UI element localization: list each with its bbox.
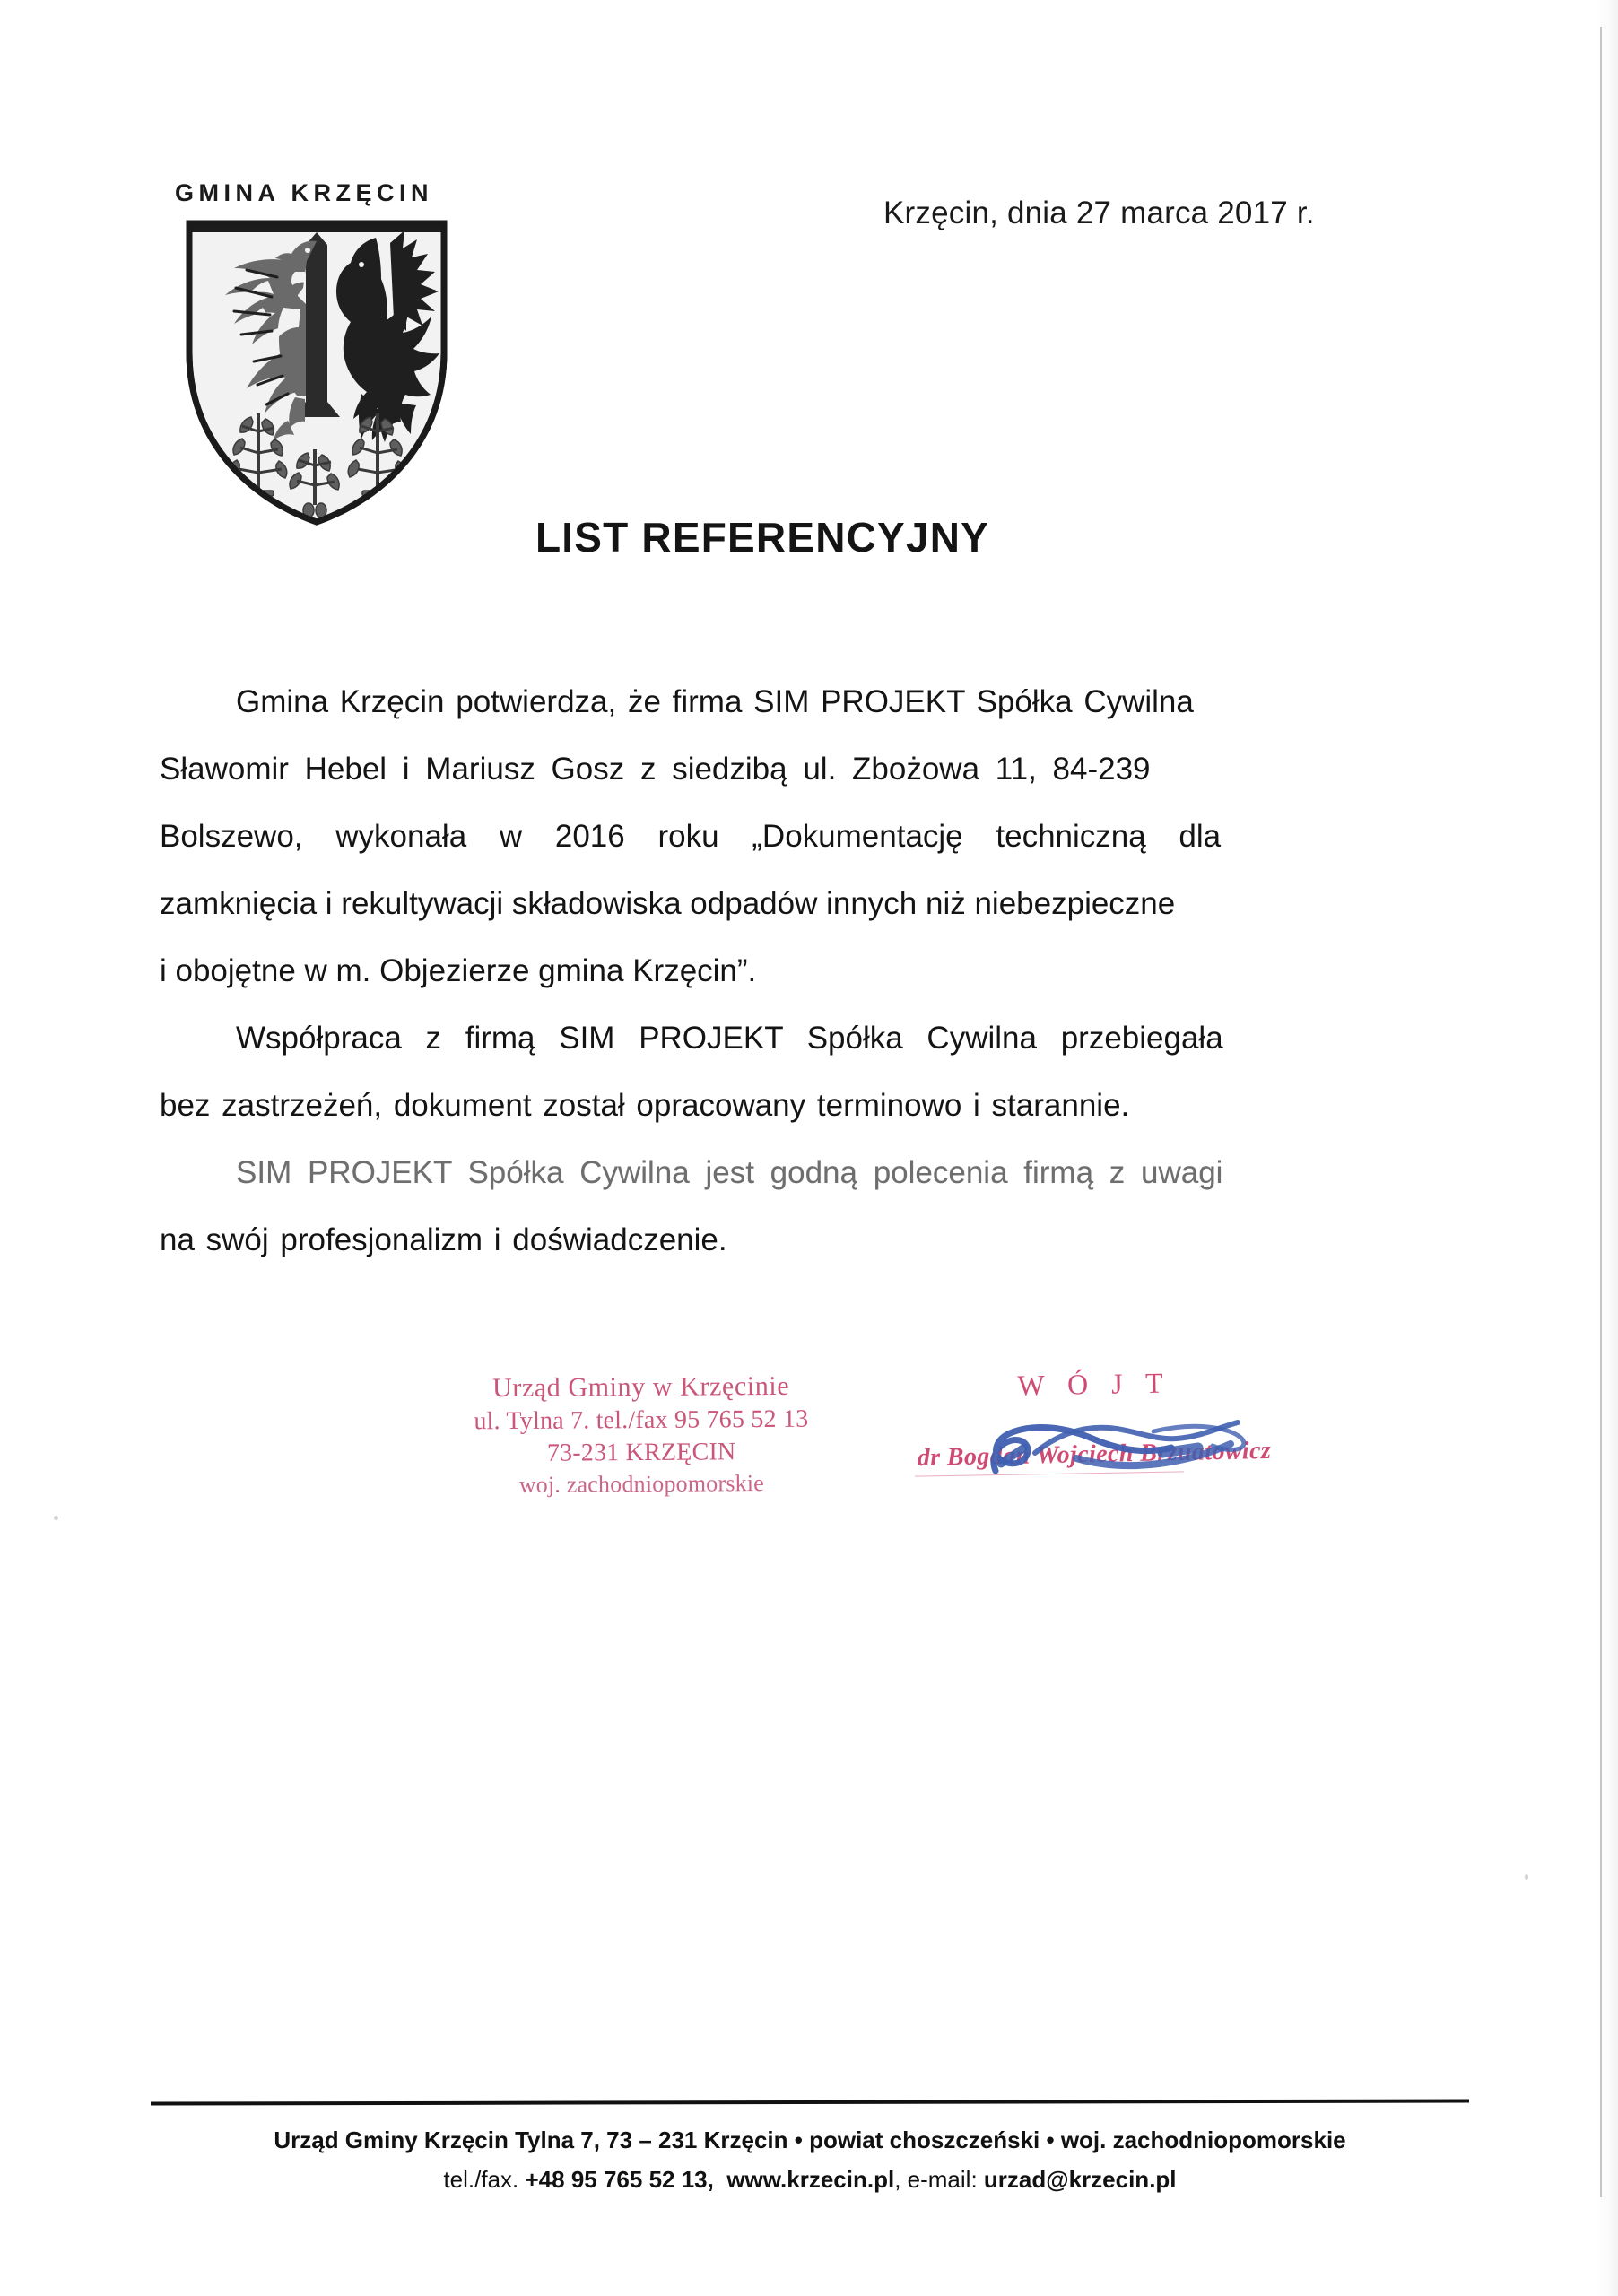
footer-tel-label: tel./fax. bbox=[443, 2166, 526, 2193]
body-line: bez zastrzeżeń, dokument został opracowany terminowo i starannie. bbox=[160, 1088, 1130, 1123]
footer-contact bbox=[151, 2160, 1469, 2199]
letter-body bbox=[160, 668, 1433, 1274]
footer-phone: +48 95 765 52 13, bbox=[525, 2166, 714, 2193]
date-line: Krzęcin, dnia 27 marca 2017 r. bbox=[883, 196, 1315, 230]
coat-of-arms bbox=[182, 218, 451, 527]
body-line: na swój profesjonalizm i doświadczenie. bbox=[160, 1222, 727, 1257]
wojt-title: W Ó J T bbox=[1017, 1366, 1171, 1402]
footer-website-link[interactable]: www.krzecin.pl bbox=[726, 2166, 895, 2193]
footer-email-label: , e-mail: bbox=[894, 2166, 984, 2193]
wojt-underline bbox=[915, 1471, 1184, 1476]
body-line: SIM PROJEKT Spółka Cywilna jest godną polecenia firmą z uwagi bbox=[236, 1155, 1223, 1190]
scan-edge-shading bbox=[1595, 0, 1618, 2296]
page-footer bbox=[151, 2100, 1469, 2199]
page-title: LIST REFERENCYJNY bbox=[535, 514, 990, 561]
body-line: Sławomir Hebel i Mariusz Gosz z siedzibą ul. Zbożowa 11, 84-239 bbox=[160, 752, 1151, 787]
office-stamp bbox=[448, 1370, 835, 1501]
body-line: i obojętne w m. Objezierze gmina Krzęcin”. bbox=[160, 953, 757, 988]
scan-speck bbox=[54, 1516, 58, 1520]
body-line: Gmina Krzęcin potwierdza, że firma SIM PROJEKT Spółka Cywilna bbox=[236, 684, 1194, 719]
office-stamp-line-3: 73-231 KRZĘCIN bbox=[546, 1438, 736, 1467]
office-stamp-line-1: Urząd Gminy w Krzęcinie bbox=[491, 1370, 790, 1404]
body-line: zamknięcia i rekultywacji składowiska odpadów innych niż niebezpieczne bbox=[160, 886, 1176, 921]
wojt-name: dr Bogdan Wojciech Brzuatowicz bbox=[917, 1436, 1272, 1473]
scan-speck bbox=[1525, 1874, 1528, 1880]
office-stamp-line-4: woj. zachodniopomorskie bbox=[518, 1470, 765, 1498]
signature-stamp bbox=[897, 1366, 1292, 1473]
footer-divider bbox=[151, 2099, 1469, 2105]
footer-address: Urząd Gminy Krzęcin Tylna 7, 73 – 231 Krzęcin • powiat choszczeński • woj. zachodniopomorskie bbox=[274, 2126, 1346, 2153]
office-stamp-line-2: ul. Tylna 7. tel./fax 95 765 52 13 bbox=[474, 1405, 809, 1436]
footer-email-link[interactable]: urzad@krzecin.pl bbox=[983, 2166, 1177, 2193]
municipality-name: GMINA KRZĘCIN bbox=[175, 179, 433, 206]
letterhead bbox=[166, 179, 525, 527]
body-line: Współpraca z firmą SIM PROJEKT Spółka Cywilna przebiegała bbox=[236, 1021, 1223, 1056]
scan-edge-line bbox=[1600, 27, 1602, 2197]
body-line: Bolszewo, wykonała w 2016 roku „Dokumentację techniczną dla bbox=[160, 819, 1222, 854]
